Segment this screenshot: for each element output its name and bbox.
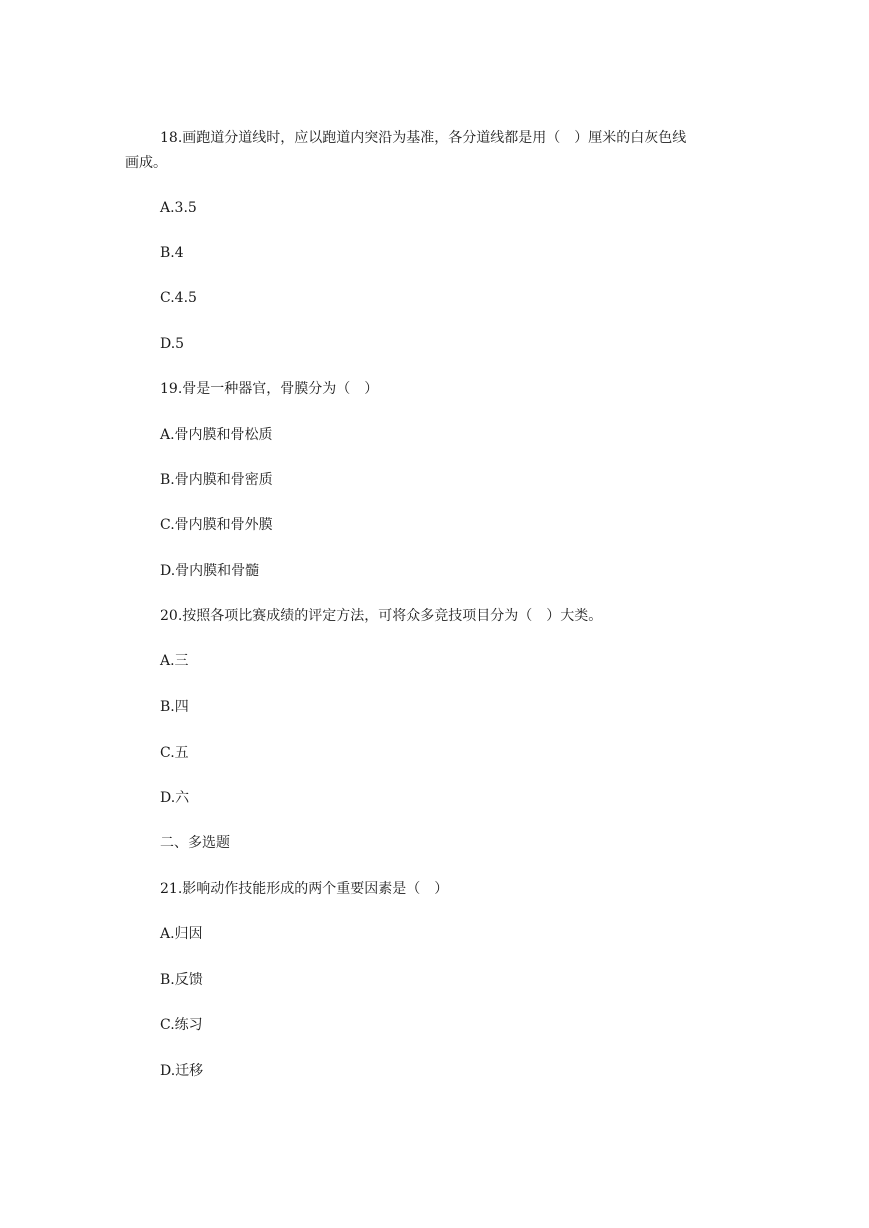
question-20-option-a: A.三 <box>160 653 189 669</box>
question-19-option-c: C.骨内膜和骨外膜 <box>160 517 273 533</box>
question-20-option-b: B.四 <box>160 699 189 715</box>
question-19-option-d: D.骨内膜和骨髓 <box>160 563 260 579</box>
question-19-stem: 19.骨是一种器官，骨膜分为（ ） <box>160 381 379 397</box>
question-18-stem: 18.画跑道分道线时，应以跑道内突沿为基准，各分道线都是用（ ）厘米的白灰色线 <box>160 130 687 146</box>
question-20-option-c: C.五 <box>160 745 189 761</box>
question-19-option-a: A.骨内膜和骨松质 <box>160 427 273 443</box>
question-18-option-c: C.4.5 <box>160 290 197 306</box>
question-18-stem-continued: 画成。 <box>125 155 167 171</box>
question-20-option-d: D.六 <box>160 790 190 806</box>
section-heading-multiple-choice: 二、多选题 <box>160 835 230 851</box>
question-21-option-a: A.归因 <box>160 926 203 942</box>
question-20-stem: 20.按照各项比赛成绩的评定方法，可将众多竞技项目分为（ ）大类。 <box>160 608 603 624</box>
question-18-option-d: D.5 <box>160 336 185 352</box>
question-18-option-a: A.3.5 <box>160 200 197 216</box>
question-19-option-b: B.骨内膜和骨密质 <box>160 472 273 488</box>
question-21-option-d: D.迁移 <box>160 1063 204 1079</box>
question-18-option-b: B.4 <box>160 245 184 261</box>
question-21-option-b: B.反馈 <box>160 972 203 988</box>
question-21-option-c: C.练习 <box>160 1017 203 1033</box>
question-21-stem: 21.影响动作技能形成的两个重要因素是（ ） <box>160 881 449 897</box>
